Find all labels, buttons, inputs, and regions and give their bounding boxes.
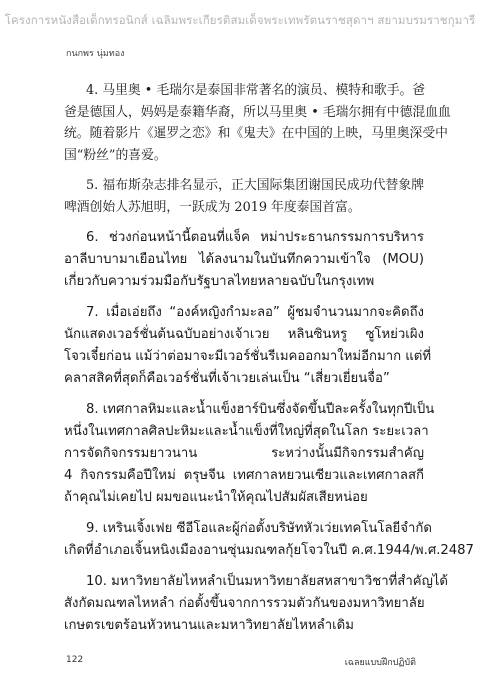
- text-line: นักแสดงเวอร์ชั่นต้นฉบับอย่างเจ้าเวย หลินซินหรู ซูโหย่วเผิง: [64, 327, 424, 342]
- text-line: การจัดกิจกรรมยาวนาน ระหว่างนั้นมีกิจกรรมสำคัญ: [64, 446, 424, 461]
- paragraph-6: [64, 518, 474, 562]
- text-line: เกิดที่อำเภอเจิ้นหนิงเมืองอานซุ่นมณฑลกุ้ยโจวในปี ค.ศ.1944/พ.ศ.2487: [64, 543, 474, 558]
- paragraph-3: [64, 227, 424, 293]
- text-line: 啤酒创始人苏旭明，一跃成为 2019 年度泰国首富。: [64, 199, 361, 215]
- paragraph-5: [64, 399, 435, 509]
- paragraph-1: [64, 80, 451, 166]
- text-line: 爸是德国人，妈妈是泰籍华裔，所以马里奥 • 毛瑞尔拥有中德混血血: [64, 104, 451, 120]
- text-line: สังกัดมณฑลไหหลำ ก่อตั้งขึ้นจากการรวมตัวกันของมหาวิทยาลัย: [64, 596, 425, 611]
- paragraph-7: [64, 571, 448, 637]
- text-line: 6. ช่วงก่อนหน้านี้ตอนที่แจ็ค หม่าประธานกรรมการบริหาร: [86, 230, 424, 245]
- text-line: คลาสสิคที่สุดก็คือเวอร์ชั่นที่เจ้าเวยเล่นเป็น “เสี่ยวเยี่ยนจื่อ”: [64, 371, 390, 386]
- text-line: 4. 马里奥 • 毛瑞尔是泰国非常著名的演员、模特和歌手。爸: [86, 83, 426, 98]
- text-line: 5. 福布斯杂志排名显示，正大国际集团谢国民成功代替象牌: [86, 178, 424, 193]
- text-line: ถ้าคุณไม่เคยไป ผมขอแนะนำให้คุณไปสัมผัสเสียหน่อย: [64, 490, 368, 505]
- paragraph-2: [64, 175, 424, 218]
- text-line: 国“粉丝”的喜爱。: [64, 147, 167, 163]
- paragraph-4: [64, 302, 432, 390]
- text-line: 统。随着影片《暹罗之恋》和《鬼夫》在中国的上映，马里奥深受中: [64, 126, 448, 141]
- author-name: กนกพร นุ่มทอง: [66, 49, 125, 59]
- text-line: 4 กิจกรรมคือปีใหม่ ตรุษจีน เทศกาลหยวนเซียวและเทศกาลสกี: [64, 468, 424, 483]
- text-line: เกษตรเขตร้อนหัวหนานและมหาวิทยาลัยไหหลำเดิม: [64, 618, 354, 633]
- main-content: [64, 80, 474, 646]
- text-line: หนึ่งในเทศกาลศิลปะหิมะและน้ำแข็งที่ใหญ่ที่สุดในโลก ระยะเวลา: [64, 424, 429, 439]
- text-line: อาลีบาบามาเยือนไทย ได้ลงนามในบันทึกความเข้าใจ (MOU): [64, 252, 424, 267]
- page-number: 122: [66, 655, 84, 665]
- text-line: โจวเจี๋ยก่อน แม้ว่าต่อมาจะมีเวอร์ชั่นรีเมคออกมาใหม่อีกมาก แต่ที่: [64, 349, 432, 364]
- page-header: โครงการหนังสือเด็กทรอนิกส์ เฉลิมพระเกียรติสมเด็จพระเทพรัตนราชสุดาฯ สยามบรมราชกุมารี: [4, 13, 476, 27]
- text-line: 9. เหรินเจิ้งเฟย ซีอีโอและผู้ก่อตั้งบริษัทหัวเว่ยเทคโนโลยีจำกัด: [86, 521, 432, 536]
- text-line: 7. เมื่อเอ่ยถึง “องค์หญิงกำมะลอ” ผู้ชมจำนวนมากจะคิดถึง: [86, 305, 424, 320]
- text-line: 8. เทศกาลหิมะและน้ำแข็งฮาร์บินซึ่งจัดขึ้นปีละครั้งในทุกปีเป็น: [86, 402, 435, 417]
- text-line: 10. มหาวิทยาลัยไหหลำเป็นมหาวิทยาลัยสหสาขาวิชาที่สำคัญได้: [86, 574, 448, 589]
- footer-section-title: เฉลยแบบฝึกปฏิบัติ: [344, 658, 416, 668]
- text-line: เกี่ยวกับความร่วมมือกับรัฐบาลไทยหลายฉบับในกรุงเทพ: [64, 274, 375, 289]
